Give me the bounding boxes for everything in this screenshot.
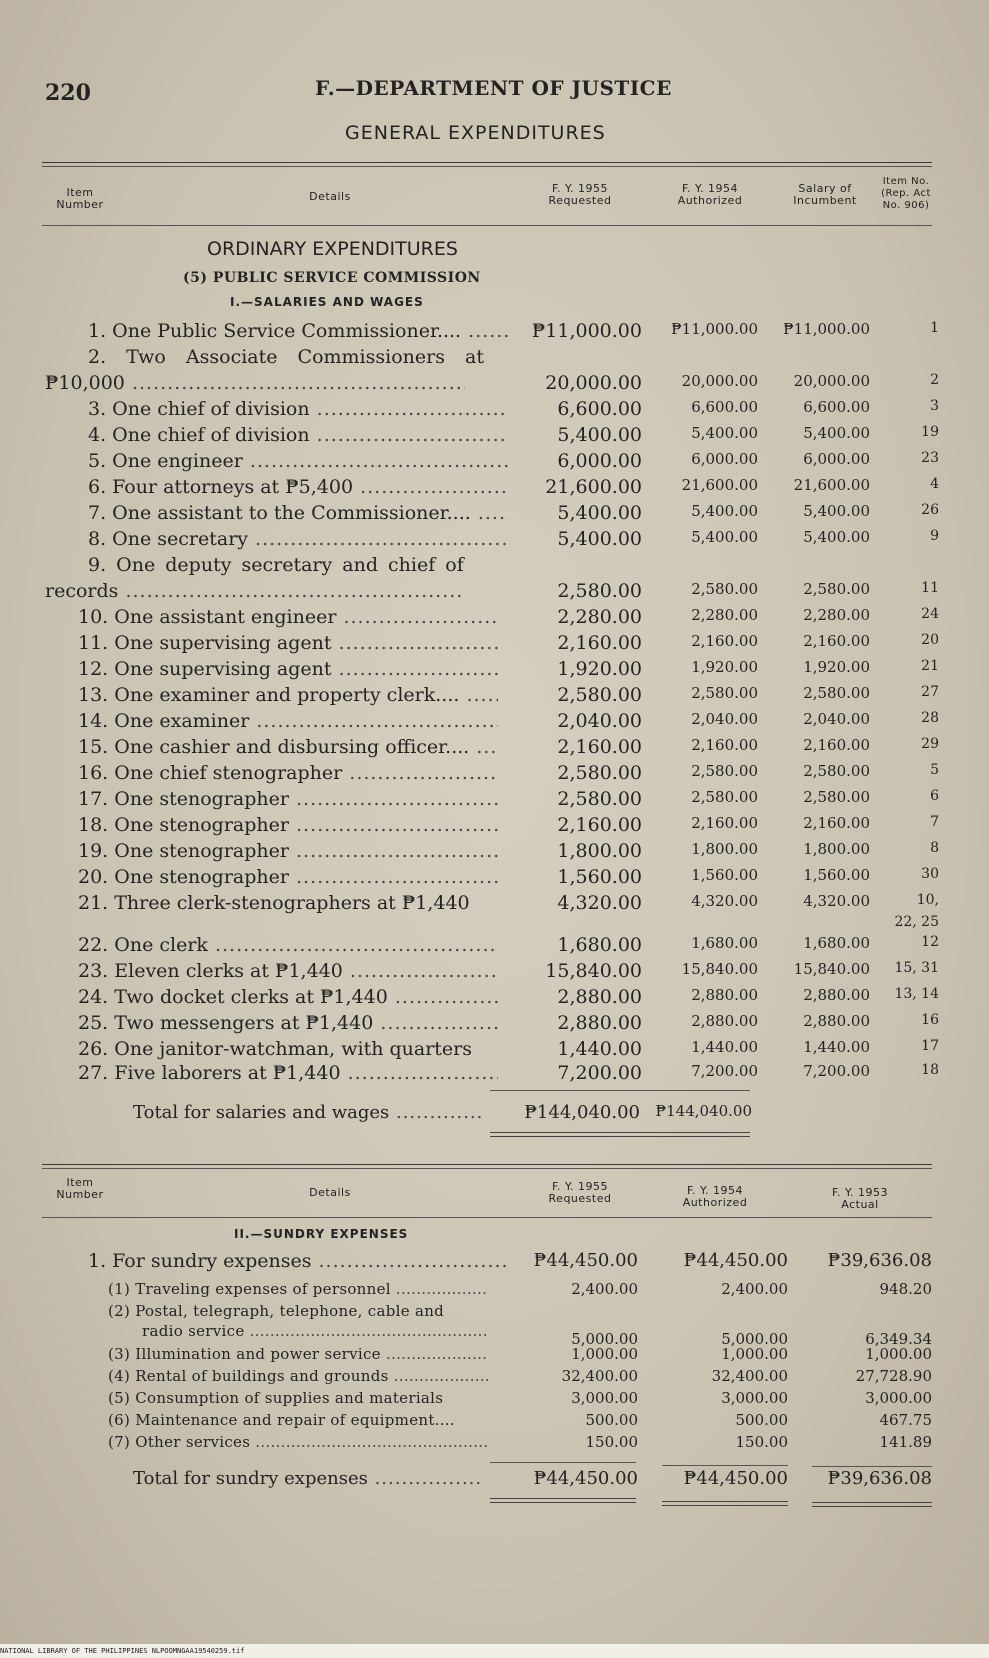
sundry-requested: 150.00: [585, 1433, 638, 1451]
row-requested: 1,560.00: [557, 866, 642, 888]
row-authorized: 7,200.00: [691, 1062, 758, 1080]
col-fy1954-label: F. Y. 1954 Authorized: [677, 182, 743, 207]
sundry-row: [0, 1302, 989, 1324]
row-salary: 2,160.00: [803, 814, 870, 832]
page-number: 220: [45, 80, 91, 106]
salary-total-row: [0, 1102, 989, 1128]
table-row: [0, 502, 989, 528]
row-item-no: 15, 31: [894, 960, 939, 976]
row-item-no-cont: 22, 25: [894, 914, 939, 930]
col-fy1955-label: F. Y. 1955 Requested: [548, 182, 612, 207]
col-salary-label: Salary of Incumbent: [793, 182, 857, 207]
table-row: [0, 346, 989, 372]
table-row: [0, 710, 989, 736]
row-detail: 23. Eleven clerks at ₱1,440 .....: [78, 960, 498, 982]
row-salary: 2,580.00: [803, 580, 870, 598]
row-requested: 2,580.00: [557, 762, 642, 784]
row-requested: 2,580.00: [557, 684, 642, 706]
row-item-no: 18: [921, 1062, 939, 1078]
col-item-no-rep-label: Item No. (Rep. Act No. 906): [881, 176, 931, 211]
salaries-title: I.—SALARIES AND WAGES: [230, 295, 424, 309]
row-item-no: 26: [921, 502, 939, 518]
row-authorized: 1,680.00: [691, 934, 758, 952]
row-requested: 2,160.00: [557, 814, 642, 836]
row-salary: 15,840.00: [793, 960, 870, 978]
row-item-no: 1: [930, 320, 939, 336]
row-item-no: 2: [930, 372, 939, 388]
sundry-detail: (1) Traveling expenses of personnel .....: [108, 1280, 488, 1298]
sundry-total-row: [0, 1468, 989, 1494]
row-authorized: 2,280.00: [691, 606, 758, 624]
total2-bottom-rule-3: [812, 1502, 932, 1507]
row-item-no: 11: [921, 580, 939, 596]
sundry-requested: 2,400.00: [571, 1280, 638, 1298]
sundry-detail: (7) Other services .....: [108, 1433, 488, 1451]
row-detail: 1. One Public Service Commissioner.... .....: [88, 320, 508, 342]
row-authorized: 5,400.00: [691, 528, 758, 546]
row-requested: 2,040.00: [557, 710, 642, 732]
row-salary: 1,800.00: [803, 840, 870, 858]
office-title: (5) PUBLIC SERVICE COMMISSION: [183, 270, 481, 286]
table-row: [0, 814, 989, 840]
row-salary: 6,600.00: [803, 398, 870, 416]
row-authorized: 2,880.00: [691, 986, 758, 1004]
row-salary: 5,400.00: [803, 502, 870, 520]
row-salary: 2,160.00: [803, 736, 870, 754]
row-salary: 1,920.00: [803, 658, 870, 676]
row-salary: 1,560.00: [803, 866, 870, 884]
sundry-main-requested: ₱44,450.00: [533, 1250, 638, 1271]
total2-top-rule-1: [490, 1462, 636, 1463]
col-item-number: [45, 187, 115, 211]
table1-top-rule-2: [42, 166, 932, 167]
row-authorized: 5,400.00: [691, 502, 758, 520]
row-authorized: 6,000.00: [691, 450, 758, 468]
sundry-total-label: Total for sundry expenses .....: [133, 1468, 483, 1489]
row-detail: 25. Two messengers at ₱1,440 .....: [78, 1012, 498, 1034]
sundry-row: [0, 1367, 989, 1389]
sundry-actual: 1,000.00: [865, 1345, 932, 1363]
sundry-actual: 948.20: [879, 1280, 932, 1298]
row-requested: 1,680.00: [557, 934, 642, 956]
row-authorized: 2,580.00: [691, 684, 758, 702]
col-salary-incumbent: [780, 183, 870, 207]
sundry-title: II.—SUNDRY EXPENSES: [234, 1227, 409, 1241]
row-item-no: 19: [921, 424, 939, 440]
table-row: [0, 476, 989, 502]
row-authorized: 2,160.00: [691, 736, 758, 754]
row-authorized: 2,160.00: [691, 632, 758, 650]
table-row: [0, 372, 989, 398]
row-detail: 20. One stenographer .....: [78, 866, 498, 888]
sundry-authorized: 500.00: [735, 1411, 788, 1429]
row-detail-cont: records .....: [45, 580, 465, 602]
sundry-main-row: [0, 1250, 989, 1276]
sundry-authorized: 5,000.00: [721, 1330, 788, 1348]
row-requested: 5,400.00: [557, 528, 642, 550]
total2-top-rule-2: [662, 1465, 788, 1466]
col-fy1955-requested: [530, 183, 630, 207]
row-salary: 6,000.00: [803, 450, 870, 468]
row-detail: 26. One janitor-watchman, with quarters: [78, 1038, 472, 1060]
sundry-total-authorized: ₱44,450.00: [683, 1468, 788, 1489]
sundry-requested: 1,000.00: [571, 1345, 638, 1363]
table-row: [0, 320, 989, 346]
row-authorized: 1,800.00: [691, 840, 758, 858]
col2-fy1953-actual: [815, 1187, 905, 1211]
salary-total-authorized: ₱144,040.00: [655, 1102, 752, 1120]
page-subtitle: GENERAL EXPENDITURES: [345, 122, 606, 144]
row-item-no: 8: [930, 840, 939, 856]
row-detail: 22. One clerk .....: [78, 934, 498, 956]
row-item-no: 27: [921, 684, 939, 700]
row-salary: 2,280.00: [803, 606, 870, 624]
row-salary: 20,000.00: [793, 372, 870, 390]
table-row: [0, 736, 989, 762]
row-requested: 4,320.00: [557, 892, 642, 914]
row-salary: 7,200.00: [803, 1062, 870, 1080]
table1-header-bottom-rule: [42, 225, 932, 226]
col-item-no-rep: [872, 176, 940, 212]
row-salary: 2,040.00: [803, 710, 870, 728]
row-requested: 2,160.00: [557, 736, 642, 758]
scan-footer: NATIONAL LIBRARY OF THE PHILIPPINES NLPOOMNGAA19540259.tif: [0, 1644, 989, 1658]
table-row: [0, 554, 989, 580]
total2-top-rule-3: [812, 1466, 932, 1467]
row-item-no: 9: [930, 528, 939, 544]
row-authorized: 2,580.00: [691, 580, 758, 598]
row-salary: 2,580.00: [803, 788, 870, 806]
table-row: [0, 960, 989, 986]
sundry-actual: 6,349.34: [865, 1330, 932, 1348]
row-salary: ₱11,000.00: [783, 320, 870, 338]
row-requested: ₱11,000.00: [531, 320, 642, 342]
total2-bottom-rule-2: [662, 1501, 788, 1506]
table-row: [0, 1012, 989, 1038]
table-row: [0, 684, 989, 710]
row-item-no: 29: [921, 736, 939, 752]
table-row: [0, 580, 989, 606]
row-authorized: 2,160.00: [691, 814, 758, 832]
row-detail: 27. Five laborers at ₱1,440 .....: [78, 1062, 498, 1084]
sundry-authorized: 2,400.00: [721, 1280, 788, 1298]
section-title: ORDINARY EXPENDITURES: [207, 238, 458, 260]
col2-fy1953-label: F. Y. 1953 Actual: [831, 1186, 889, 1211]
col2-details: Details: [309, 1186, 351, 1199]
table-row: [0, 1038, 989, 1064]
sundry-row: [0, 1411, 989, 1433]
sundry-actual: 141.89: [879, 1433, 932, 1451]
row-detail: 11. One supervising agent .....: [78, 632, 498, 654]
row-item-no: 7: [930, 814, 939, 830]
sundry-total-actual: ₱39,636.08: [827, 1468, 932, 1489]
row-salary: 5,400.00: [803, 424, 870, 442]
sundry-total-requested: ₱44,450.00: [533, 1468, 638, 1489]
row-requested: 6,600.00: [557, 398, 642, 420]
row-detail: 14. One examiner .....: [78, 710, 498, 732]
sundry-detail: (4) Rental of buildings and grounds .....: [108, 1367, 488, 1385]
row-requested: 5,400.00: [557, 424, 642, 446]
table-row: [0, 866, 989, 892]
total1-top-rule: [490, 1090, 750, 1091]
row-requested: 1,920.00: [557, 658, 642, 680]
row-item-no: 10,: [916, 892, 939, 908]
row-requested: 15,840.00: [545, 960, 642, 982]
row-requested: 20,000.00: [545, 372, 642, 394]
sundry-detail: (5) Consumption of supplies and materials: [108, 1389, 444, 1407]
row-detail: 17. One stenographer .....: [78, 788, 498, 810]
row-detail: 21. Three clerk-stenographers at ₱1,440: [78, 892, 470, 914]
row-salary: 21,600.00: [793, 476, 870, 494]
sundry-requested: 3,000.00: [571, 1389, 638, 1407]
table-row: [0, 840, 989, 866]
row-requested: 2,160.00: [557, 632, 642, 654]
row-authorized: 1,920.00: [691, 658, 758, 676]
row-salary: 2,160.00: [803, 632, 870, 650]
total1-bottom-rule: [490, 1132, 750, 1137]
sundry-main-actual: ₱39,636.08: [827, 1250, 932, 1271]
row-authorized: 2,040.00: [691, 710, 758, 728]
sundry-detail-cont: radio service .....: [142, 1322, 488, 1340]
row-requested: 21,600.00: [545, 476, 642, 498]
sundry-requested: 32,400.00: [561, 1367, 638, 1385]
row-authorized: 1,440.00: [691, 1038, 758, 1056]
row-authorized: ₱11,000.00: [671, 320, 758, 338]
sundry-row: [0, 1389, 989, 1411]
row-detail: 3. One chief of division .....: [88, 398, 508, 420]
row-item-no: 4: [930, 476, 939, 492]
row-item-no: 12: [921, 934, 939, 950]
col2-fy1954-authorized: [665, 1185, 765, 1209]
row-authorized: 5,400.00: [691, 424, 758, 442]
col2-fy1954-label: F. Y. 1954 Authorized: [682, 1184, 748, 1209]
sundry-requested: 5,000.00: [571, 1330, 638, 1348]
sundry-actual: 467.75: [879, 1411, 932, 1429]
col2-item-number-label: Item Number: [56, 1176, 104, 1201]
row-requested: 1,440.00: [557, 1038, 642, 1060]
row-detail: 8. One secretary .....: [88, 528, 508, 550]
row-salary: 1,440.00: [803, 1038, 870, 1056]
row-item-no: 20: [921, 632, 939, 648]
table2-header-bottom-rule: [42, 1217, 932, 1218]
row-detail: 10. One assistant engineer .....: [78, 606, 498, 628]
row-detail: 18. One stenographer .....: [78, 814, 498, 836]
row-salary: 1,680.00: [803, 934, 870, 952]
row-detail: 4. One chief of division .....: [88, 424, 508, 446]
row-item-no: 30: [921, 866, 939, 882]
sundry-authorized: 1,000.00: [721, 1345, 788, 1363]
table-row: [0, 1062, 989, 1088]
row-detail: 13. One examiner and property clerk.... .....: [78, 684, 498, 706]
table-row: [0, 632, 989, 658]
row-salary: 2,880.00: [803, 1012, 870, 1030]
department-title: F.—DEPARTMENT OF JUSTICE: [315, 76, 672, 100]
row-detail: 16. One chief stenographer .....: [78, 762, 498, 784]
row-item-no: 3: [930, 398, 939, 414]
row-requested: 5,400.00: [557, 502, 642, 524]
row-detail: 6. Four attorneys at ₱5,400 .....: [88, 476, 508, 498]
col-item-number-label: Item Number: [56, 186, 104, 211]
row-requested: 1,800.00: [557, 840, 642, 862]
sundry-row: [0, 1345, 989, 1367]
table2-top-rule-2: [42, 1168, 932, 1169]
row-authorized: 1,560.00: [691, 866, 758, 884]
table-row: [0, 658, 989, 684]
col2-fy1955-requested: [530, 1181, 630, 1205]
row-detail-cont: ₱10,000 .....: [45, 372, 465, 394]
row-authorized: 4,320.00: [691, 892, 758, 910]
col-fy1954-authorized: [660, 183, 760, 207]
table-row: [0, 606, 989, 632]
sundry-authorized: 3,000.00: [721, 1389, 788, 1407]
row-authorized: 6,600.00: [691, 398, 758, 416]
row-item-no: 23: [921, 450, 939, 466]
row-requested: 7,200.00: [557, 1062, 642, 1084]
row-authorized: 20,000.00: [681, 372, 758, 390]
table-row: [0, 762, 989, 788]
row-requested: 2,880.00: [557, 1012, 642, 1034]
sundry-authorized: 150.00: [735, 1433, 788, 1451]
row-authorized: 2,580.00: [691, 762, 758, 780]
row-item-no: 6: [930, 788, 939, 804]
sundry-main-authorized: ₱44,450.00: [683, 1250, 788, 1271]
sundry-row: [0, 1280, 989, 1302]
row-salary: 2,580.00: [803, 762, 870, 780]
row-requested: 2,280.00: [557, 606, 642, 628]
sundry-detail: (6) Maintenance and repair of equipment....: [108, 1411, 455, 1429]
row-detail: 15. One cashier and disbursing officer.... .....: [78, 736, 498, 758]
row-detail: 7. One assistant to the Commissioner.... .....: [88, 502, 508, 524]
row-salary: 2,580.00: [803, 684, 870, 702]
row-salary: 2,880.00: [803, 986, 870, 1004]
row-detail: 12. One supervising agent .....: [78, 658, 498, 680]
sundry-main-detail: 1. For sundry expenses .....: [88, 1250, 508, 1272]
row-salary: 5,400.00: [803, 528, 870, 546]
salary-total-label: Total for salaries and wages .....: [133, 1102, 483, 1123]
total2-bottom-rule-1: [490, 1498, 636, 1503]
table-row: [0, 986, 989, 1012]
sundry-requested: 500.00: [585, 1411, 638, 1429]
table-row: [0, 528, 989, 554]
row-salary: 4,320.00: [803, 892, 870, 910]
table2-top-rule: [42, 1164, 932, 1165]
sundry-row: [0, 1322, 989, 1348]
sundry-detail: (2) Postal, telegraph, telephone, cable and: [108, 1302, 445, 1320]
row-requested: 6,000.00: [557, 450, 642, 472]
sundry-detail: (3) Illumination and power service .....: [108, 1345, 488, 1363]
sundry-row: [0, 1433, 989, 1455]
table1-top-rule: [42, 162, 932, 163]
row-item-no: 16: [921, 1012, 939, 1028]
col2-fy1955-label: F. Y. 1955 Requested: [548, 1180, 612, 1205]
row-requested: 2,880.00: [557, 986, 642, 1008]
salary-total-requested: ₱144,040.00: [524, 1102, 640, 1123]
row-item-no: 13, 14: [894, 986, 939, 1002]
row-detail: 19. One stenographer .....: [78, 840, 498, 862]
row-detail: 5. One engineer .....: [88, 450, 508, 472]
row-detail: 2. Two Associate Commissioners at: [88, 346, 484, 368]
sundry-actual: 27,728.90: [855, 1367, 932, 1385]
table-row: [0, 398, 989, 424]
col-details: Details: [309, 190, 351, 203]
row-item-no: 28: [921, 710, 939, 726]
row-requested: 2,580.00: [557, 788, 642, 810]
table-row: [0, 892, 989, 918]
row-authorized: 15,840.00: [681, 960, 758, 978]
table-row: [0, 788, 989, 814]
row-item-no: 5: [930, 762, 939, 778]
row-authorized: 2,880.00: [691, 1012, 758, 1030]
row-detail: 24. Two docket clerks at ₱1,440 .....: [78, 986, 498, 1008]
row-item-no: 17: [921, 1038, 939, 1054]
row-detail: 9. One deputy secretary and chief of: [88, 554, 464, 576]
row-authorized: 21,600.00: [681, 476, 758, 494]
row-authorized: 2,580.00: [691, 788, 758, 806]
row-item-no: 21: [921, 658, 939, 674]
col2-item-number: [45, 1177, 115, 1201]
row-requested: 2,580.00: [557, 580, 642, 602]
table-row: [0, 934, 989, 960]
table-row: [0, 424, 989, 450]
sundry-authorized: 32,400.00: [711, 1367, 788, 1385]
table-row: [0, 450, 989, 476]
row-item-no: 24: [921, 606, 939, 622]
sundry-actual: 3,000.00: [865, 1389, 932, 1407]
